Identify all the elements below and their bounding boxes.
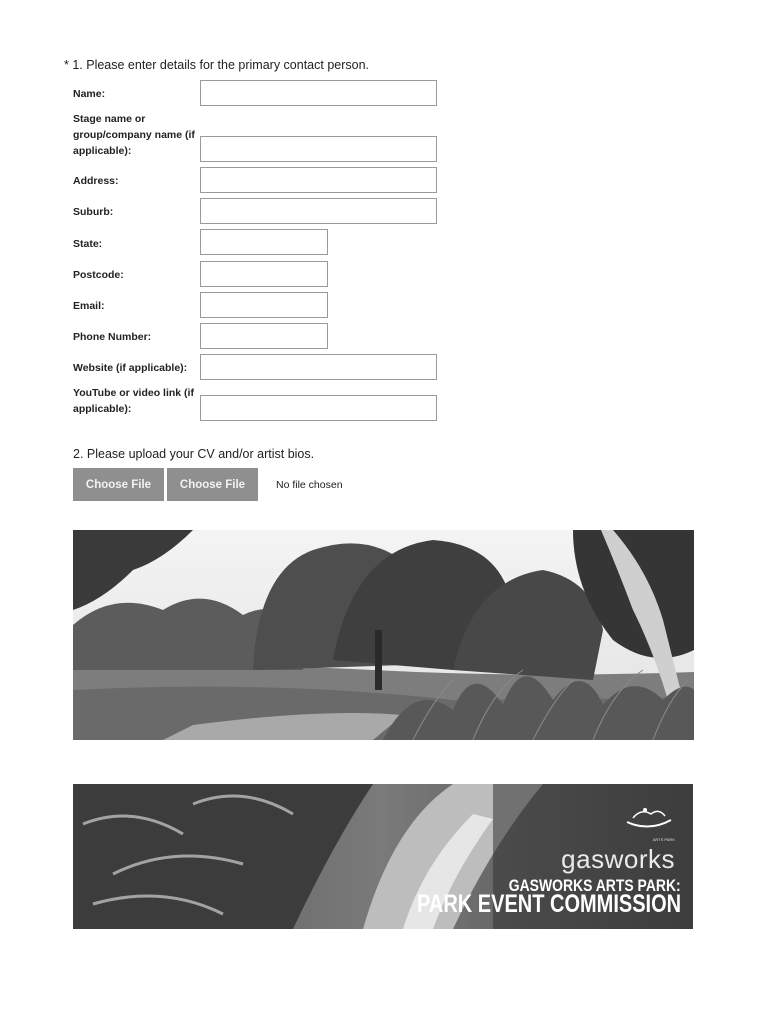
postcode-input[interactable] bbox=[200, 261, 328, 287]
phone-number-input[interactable] bbox=[200, 323, 328, 349]
address-input[interactable] bbox=[200, 167, 437, 193]
file-status: No file chosen bbox=[276, 479, 343, 491]
gasworks-logo bbox=[561, 804, 675, 875]
label-postcode: Postcode: bbox=[73, 269, 124, 281]
choose-file-button[interactable]: Choose File bbox=[73, 468, 164, 501]
label-website: Website (if applicable): bbox=[73, 362, 188, 374]
gasworks-banner bbox=[73, 784, 693, 929]
website-input[interactable] bbox=[200, 354, 437, 380]
banner-title: PARK EVENT COMMISSION bbox=[416, 890, 681, 918]
brand-wordmark: gasworks bbox=[561, 844, 675, 874]
name-input[interactable] bbox=[200, 80, 437, 106]
email-input[interactable] bbox=[200, 292, 328, 318]
label-state: State: bbox=[73, 238, 103, 250]
label-stage-name: Stage name or group/company name (if applicable): bbox=[73, 113, 195, 157]
label-address: Address: bbox=[73, 175, 119, 187]
suburb-input[interactable] bbox=[200, 198, 437, 224]
boat-logo-icon bbox=[623, 804, 675, 832]
label-name: Name: bbox=[73, 88, 106, 100]
label-phone-number: Phone Number: bbox=[73, 331, 152, 343]
brand-subtitle: ARTS PARK bbox=[652, 837, 675, 842]
stage-name-input[interactable] bbox=[200, 136, 437, 162]
park-photo bbox=[73, 530, 694, 740]
label-email: Email: bbox=[73, 300, 105, 312]
choose-file-button-2[interactable]: Choose File bbox=[167, 468, 258, 501]
video-link-input[interactable] bbox=[200, 395, 437, 421]
label-video-link: YouTube or video link (if applicable): bbox=[73, 387, 194, 415]
banner-subtitle: GASWORKS ARTS PARK: bbox=[509, 876, 681, 895]
question-2-title: 2. Please upload your CV and/or artist bios. bbox=[73, 447, 315, 461]
question-1-title: * 1. Please enter details for the primary contact person. bbox=[64, 58, 370, 72]
label-suburb: Suburb: bbox=[73, 206, 114, 218]
state-input[interactable] bbox=[200, 229, 328, 255]
